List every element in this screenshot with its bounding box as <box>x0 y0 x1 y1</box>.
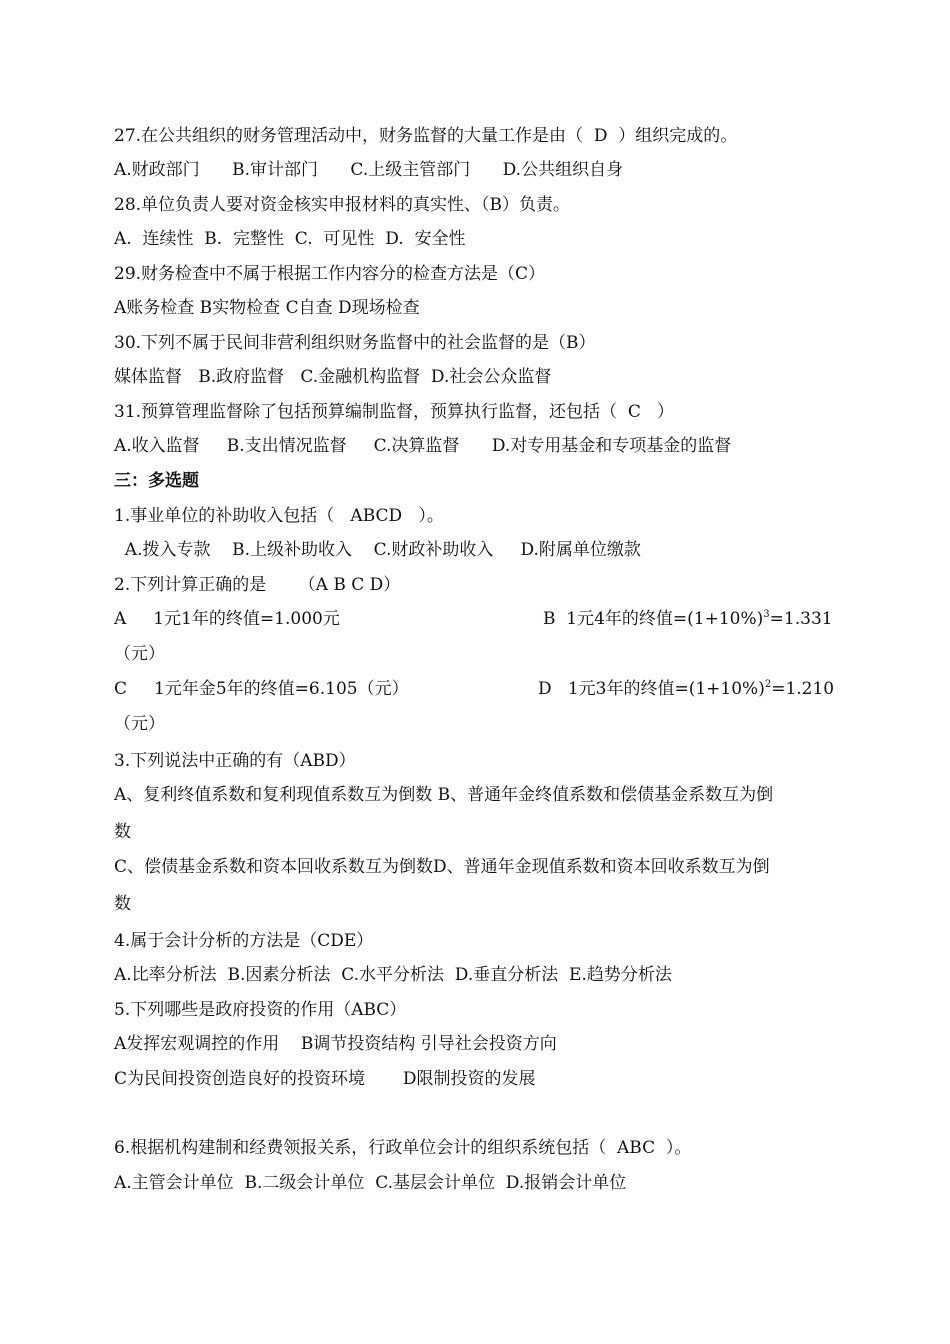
multi-question-6: 6.根据机构建制和经费领报关系，行政单位会计的组织系统包括（ ABC ）。 <box>114 1138 692 1158</box>
multi-question-2-option-d: D 1元3年的终值$=(1+10\%)^2=1.210$ <box>538 679 835 699</box>
multi-question-1: 1.事业单位的补助收入包括（ ABCD ）。 <box>114 506 444 526</box>
multi-question-3-line-2: 数 <box>114 822 131 842</box>
multi-question-2: 2.下列计算正确的是 （A B C D） <box>114 575 401 595</box>
multi-question-5: 5.下列哪些是政府投资的作用（ABC） <box>114 1000 407 1020</box>
multi-question-2-option-b-unit: （元） <box>114 644 165 664</box>
question-31-options: A.收入监督 B.支出情况监督 C.决算监督 D.对专用基金和专项基金的监督 <box>114 436 732 456</box>
question-27: 27.在公共组织的财务管理活动中，财务监督的大量工作是由（ D ）组织完成的。 <box>114 126 738 146</box>
question-30-options: 媒体监督 B.政府监督 C.金融机构监督 D.社会公众监督 <box>114 367 552 387</box>
multi-question-3: 3.下列说法中正确的有（ABD） <box>114 751 356 771</box>
multi-question-5-line-1: A发挥宏观调控的作用 B调节投资结构 引导社会投资方向 <box>114 1034 557 1054</box>
multi-question-3-line-1: A、复利终值系数和复利现值系数互为倒数 B、普通年金终值系数和偿债基金系数互为倒 <box>114 785 774 805</box>
question-28-options: A. 连续性 B. 完整性 C. 可见性 D. 安全性 <box>114 229 466 249</box>
question-29-options: A账务检查 B实物检查 C自查 D现场检查 <box>114 298 420 318</box>
question-31: 31.预算管理监督除了包括预算编制监督，预算执行监督，还包括（ C ） <box>114 402 675 422</box>
multi-question-1-options: A.拨入专款 B.上级补助收入 C.财政补助收入 D.附属单位缴款 <box>114 540 641 560</box>
multi-question-5-line-2: C为民间投资创造良好的投资环境 D限制投资的发展 <box>114 1069 536 1089</box>
multi-question-4-options: A.比率分析法 B.因素分析法 C.水平分析法 D.垂直分析法 E.趋势分析法 <box>114 965 672 985</box>
question-27-options: A.财政部门 B.审计部门 C.上级主管部门 D.公共组织自身 <box>114 160 624 180</box>
multi-question-6-options: A.主管会计单位 B.二级会计单位 C.基层会计单位 D.报销会计单位 <box>114 1173 627 1193</box>
question-28: 28.单位负责人要对资金核实申报材料的真实性、（B）负责。 <box>114 195 571 215</box>
multi-question-2-option-a: A 1元1年的终值=1.000元 <box>114 609 340 629</box>
multi-question-2-option-c: C 1元年金5年的终值=6.105（元） <box>114 679 409 699</box>
question-30: 30.下列不属于民间非营利组织财务监督中的社会监督的是（B） <box>114 333 596 353</box>
multi-question-4: 4.属于会计分析的方法是（CDE） <box>114 931 374 951</box>
multi-question-2-option-d-unit: （元） <box>114 714 165 734</box>
multi-question-2-option-b: B 1元4年的终值$=(1+10\%)^3=1.331$ <box>543 609 833 629</box>
multi-question-3-line-4: 数 <box>114 894 131 914</box>
section-heading-multiple-choice: 三：多选题 <box>114 471 199 491</box>
question-29: 29.财务检查中不属于根据工作内容分的检查方法是（C） <box>114 264 546 284</box>
multi-question-3-line-3: C、偿债基金系数和资本回收系数互为倒数D、普通年金现值系数和资本回收系数互为倒 <box>114 857 770 877</box>
